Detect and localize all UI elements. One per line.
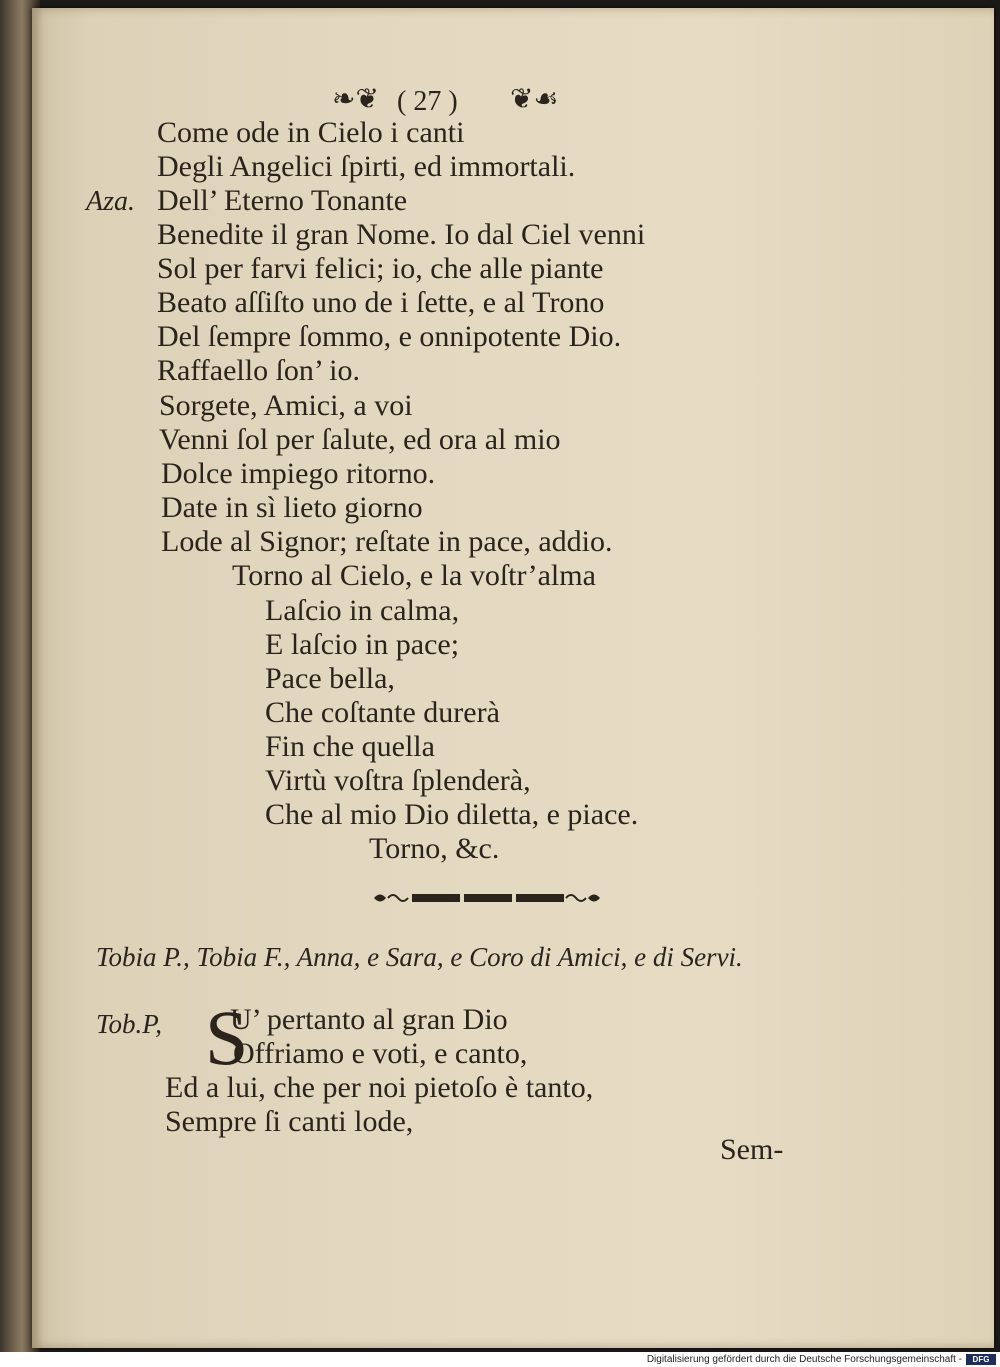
text-line: Benedite il gran Nome. Io dal Ciel venni xyxy=(157,218,646,251)
text-line: Dolce impiego ritorno. xyxy=(161,457,436,490)
page-number: ( 27 ) xyxy=(397,86,458,117)
text-line: Beato aſſiſto uno de i ſette, e al Trono xyxy=(157,286,605,319)
cast-line: Tobia P., Tobia F., Anna, e Sara, e Coro di Amici, e di Servi. xyxy=(96,942,743,972)
chorus-line: Offriamo e voti, e canto, xyxy=(233,1037,528,1070)
book-page xyxy=(32,8,994,1348)
dfg-logo: DFG xyxy=(966,1354,996,1365)
funding-credit: Digitalisierung gefördert durch die Deutsche Forschungsgemeinschaft - xyxy=(646,1354,962,1365)
text-line: Lode al Signor; reſtate in pace, addio. xyxy=(161,525,613,558)
text-line: Come ode in Cielo i canti xyxy=(157,116,465,149)
text-line: Del ſempre ſommo, e onnipotente Dio. xyxy=(157,320,622,353)
digitization-footer xyxy=(0,1352,1000,1367)
chorus-line: Sempre ſi canti lode, xyxy=(165,1105,414,1138)
aria-line: Che al mio Dio diletta, e piace. xyxy=(265,798,639,831)
text-line: Degli Angelici ſpirti, ed immortali. xyxy=(157,150,576,183)
speaker-label: Tob.P, xyxy=(96,1009,163,1039)
drop-capital: S xyxy=(205,994,249,1081)
speaker-label: Aza. xyxy=(86,186,135,217)
text-line: Venni ſol per ſalute, ed ora al mio xyxy=(159,423,561,456)
text-line: Date in sì lieto giorno xyxy=(161,491,423,524)
aria-reprise: Torno, &c. xyxy=(369,832,500,865)
text-line: Sol per farvi felici; io, che alle piante xyxy=(157,252,604,285)
ornamental-divider xyxy=(372,890,602,906)
aria-line: Laſcio in calma, xyxy=(265,594,460,627)
chorus-line: Ed a lui, che per noi pietoſo è tanto, xyxy=(165,1071,594,1104)
aria-line: E laſcio in pace; xyxy=(265,628,460,661)
aria-line: Fin che quella xyxy=(265,730,435,763)
aria-line: Pace bella, xyxy=(265,662,395,695)
aria-line: Virtù voſtra ſplenderà, xyxy=(265,764,531,797)
chorus-line: U’ pertanto al gran Dio xyxy=(230,1003,508,1036)
header-ornament-right: ❦☙ xyxy=(510,82,559,115)
aria-line: Torno al Cielo, e la voſtr’alma xyxy=(232,559,596,592)
catchword: Sem- xyxy=(720,1133,784,1166)
header-ornament-left: ❧❦ xyxy=(332,82,379,115)
text-line: Sorgete, Amici, a voi xyxy=(159,389,413,422)
aria-line: Che coſtante durerà xyxy=(265,696,500,729)
text-line: Raffaello ſon’ io. xyxy=(157,354,360,387)
text-line: Dell’ Eterno Tonante xyxy=(157,184,408,217)
